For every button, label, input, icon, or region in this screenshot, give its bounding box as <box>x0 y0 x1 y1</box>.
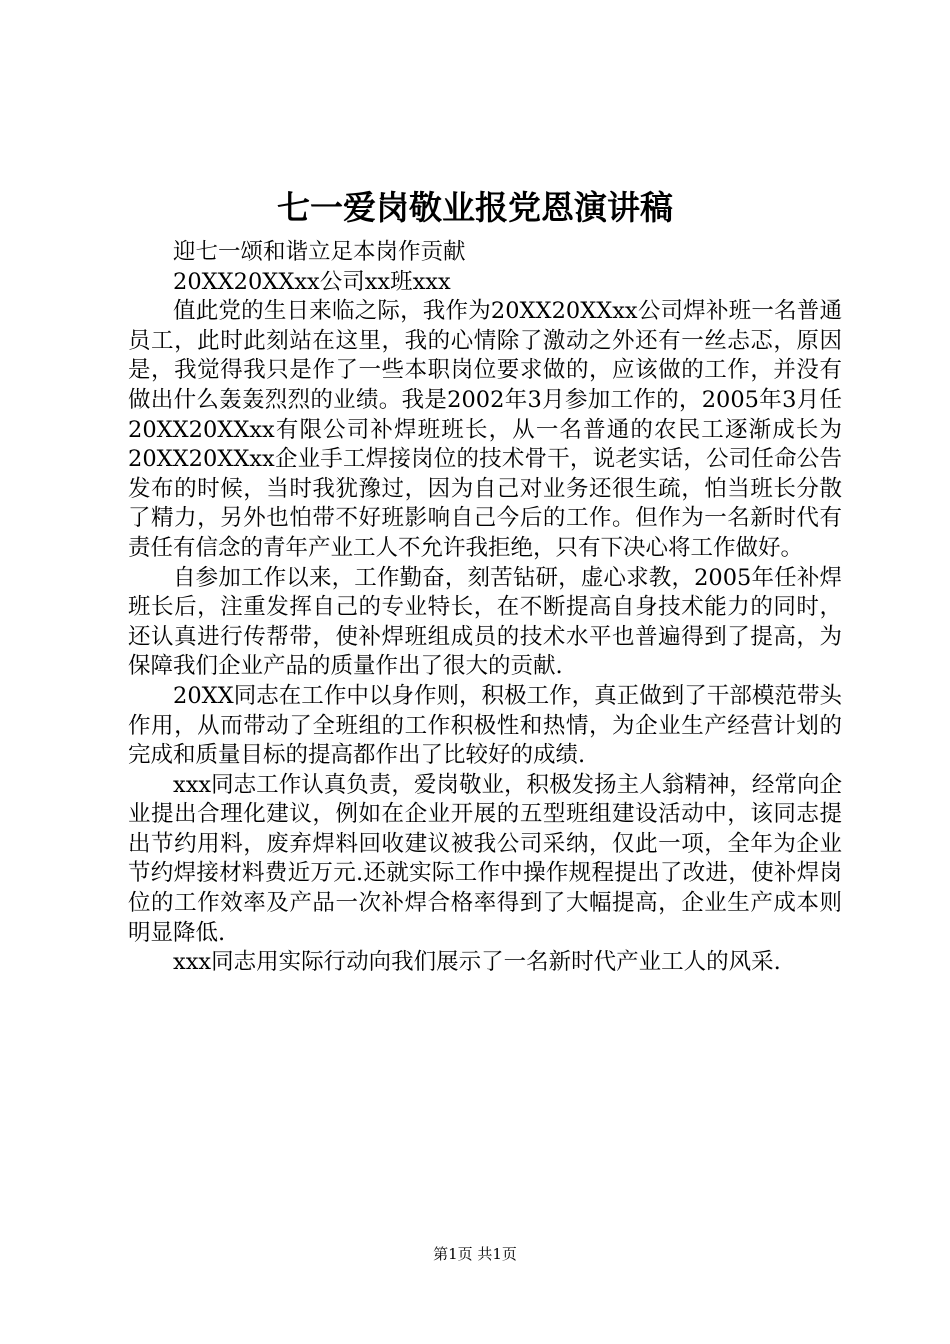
author-line: 20XX20XXxx公司xx班xxx <box>173 268 451 295</box>
body-paragraph: xxx同志用实际行动向我们展示了一名新时代产业工人的风采. <box>173 949 781 976</box>
document-title: 七一爱岗敬业报党恩演讲稿 <box>277 188 673 227</box>
document-body <box>128 238 842 978</box>
body-paragraph: 自参加工作以来，工作勤奋，刻苦钻研，虚心求教，2005年任补焊班长后，注重发挥自己的专业特长，在不断提高自身技术能力的同时，还认真进行传帮带，使补焊班组成员的技术水平也普遍得到了提高，为保障我们企业产品的质量作出了很大的贡献. <box>128 564 842 680</box>
body-paragraph: 值此党的生日来临之际，我作为20XX20XXxx公司焊补班一名普通员工，此时此刻站在这里，我的心情除了激动之外还有一丝忐忑，原因是，我觉得我只是作了一些本职岗位要求做的，应该做的工作，并没有做出什么轰轰烈烈的业绩。我是2002年3月参加工作的，2005年3月任20XX20XXxx有限公司补焊班班长，从一名普通的农民工逐渐成长为20XX20XXxx企业手工焊接岗位的技术骨干，说老实话，公司任命公告发布的时候，当时我犹豫过，因为自己对业务还很生疏，怕当班长分散了精力，另外也怕带不好班影响自己今后的工作。但作为一名新时代有责任有信念的青年产业工人不允许我拒绝，只有下决心将工作做好。 <box>128 298 842 561</box>
body-paragraph: 20XX同志在工作中以身作则，积极工作，真正做到了干部模范带头作用，从而带动了全班组的工作积极性和热情，为企业生产经营计划的完成和质量目标的提高都作出了比较好的成绩. <box>128 682 842 769</box>
body-paragraph: xxx同志工作认真负责，爱岗敬业，积极发扬主人翁精神，经常向企业提出合理化建议，例如在企业开展的五型班组建设活动中，该同志提出节约用料，废弃焊料回收建议被我公司采纳，仅此一项，全年为企业节约焊接材料费近万元.还就实际工作中操作规程提出了改进，使补焊岗位的工作效率及产品一次补焊合格率得到了大幅提高，企业生产成本则明显降低. <box>128 771 842 946</box>
subtitle-paragraph: 迎七一颂和谐立足本岗作贡献 <box>173 239 466 265</box>
page-footer: 第1页 共1页 <box>433 1245 517 1263</box>
